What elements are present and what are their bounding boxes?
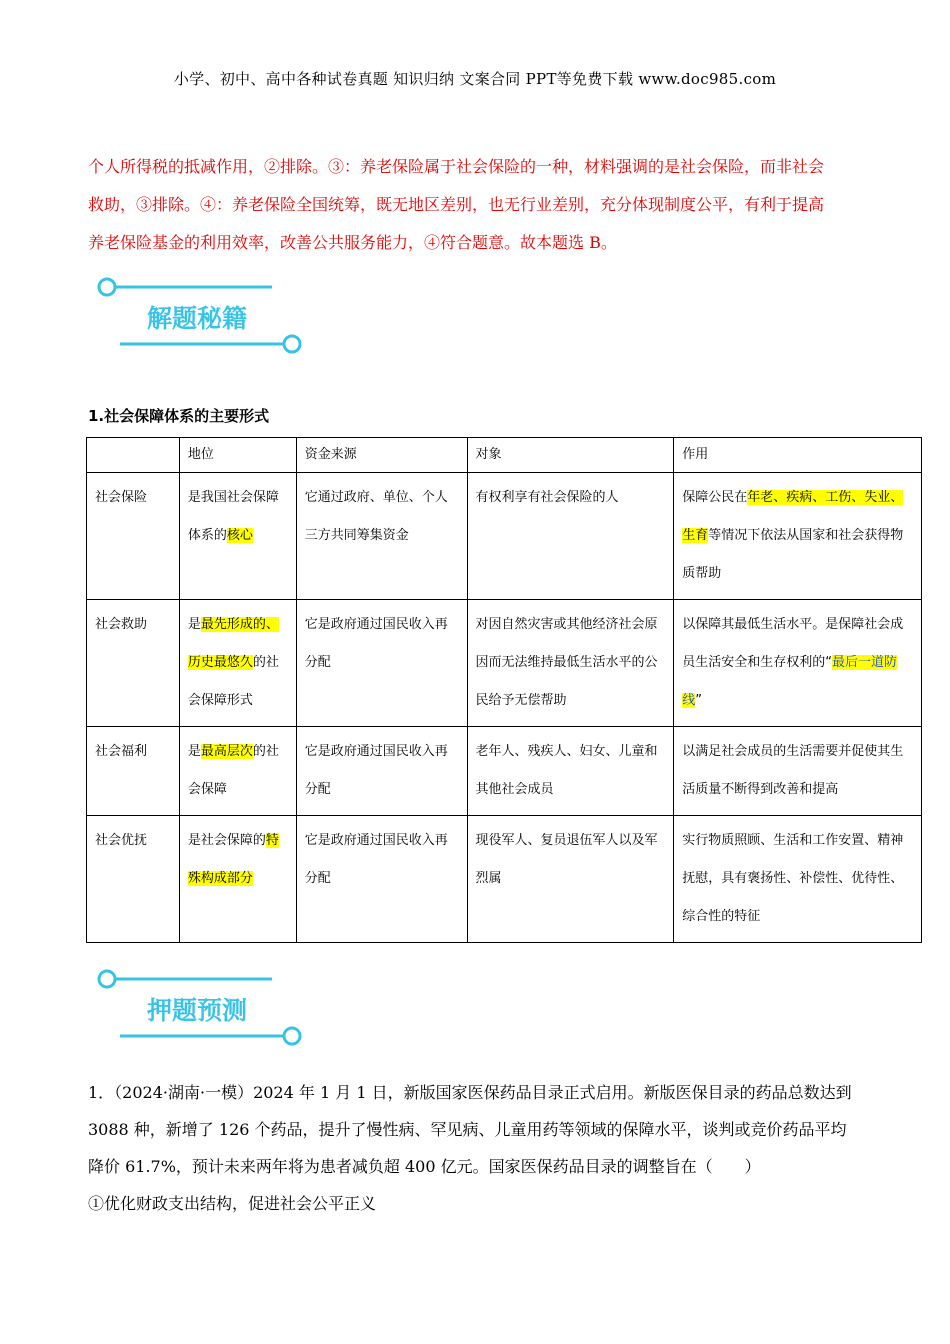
question-option: ①优化财政支出结构，促进社会公平正义 [88, 1194, 377, 1213]
header-cell: 对象 [467, 438, 674, 473]
row-funding: 它是政府通过国民收入再分配 [296, 816, 467, 943]
row-funding: 它是政府通过国民收入再分配 [296, 600, 467, 727]
question-line: 3088 种，新增了 126 个药品，提升了慢性病、罕见病、儿童用药等领域的保障水平，谈判或竞价药品平均 [88, 1120, 847, 1139]
page-header: 小学、初中、高中各种试卷真题 知识归纳 文案合同 PPT等免费下载 www.doc985.com [173, 70, 777, 88]
banner-circle-right [284, 336, 300, 352]
row-target: 有权利享有社会保险的人 [467, 473, 674, 600]
row-status: 是社会保障的特殊构成部分 [179, 816, 296, 943]
header-cell: 地位 [179, 438, 296, 473]
row-funding: 它是政府通过国民收入再分配 [296, 727, 467, 816]
question-line: 降价 61.7%，预计未来两年将为患者减负超 400 亿元。国家医保药品目录的调整旨在（ ） [88, 1157, 761, 1176]
row-funding: 它通过政府、单位、个人三方共同筹集资金 [296, 473, 467, 600]
answer-line: 个人所得税的抵减作用，②排除。③：养老保险属于社会保险的一种，材料强调的是社会保险，而非社会 [88, 157, 825, 176]
answer-line: 救助，③排除。④：养老保险全国统筹，既无地区差别，也无行业差别，充分体现制度公平，有利于提高 [88, 195, 825, 214]
row-role: 实行物质照顾、生活和工作安置、精神抚慰，具有褒扬性、补偿性、优待性、综合性的特征 [674, 816, 922, 943]
tips-banner-title: 解题秘籍 [146, 304, 248, 333]
table-row [87, 816, 922, 943]
table-row [87, 600, 922, 727]
row-role: 以保障其最低生活水平。是保障社会成员生活安全和生存权利的“最后一道防线” [674, 600, 922, 727]
banner-circle-left [99, 971, 115, 987]
table-header-row [87, 438, 922, 473]
highlight: 核心 [226, 528, 253, 543]
row-target: 老年人、残疾人、妇女、儿童和其他社会成员 [467, 727, 674, 816]
row-name: 社会保险 [87, 473, 180, 600]
highlight: 最先形成的、历史最悠久 [187, 617, 279, 670]
highlight: 最高层次 [200, 744, 253, 759]
social-security-table [86, 437, 922, 943]
predict-banner [92, 964, 307, 1052]
row-status: 是我国社会保障体系的核心 [179, 473, 296, 600]
row-status: 是最先形成的、历史最悠久的社会保障形式 [179, 600, 296, 727]
row-role: 保障公民在年老、疾病、工伤、失业、生育等情况下依法从国家和社会获得物质帮助 [674, 473, 922, 600]
banner-circle-right [284, 1028, 300, 1044]
table-row [87, 727, 922, 816]
tips-banner [92, 272, 307, 360]
section-title: 1.社会保障体系的主要形式 [88, 407, 270, 425]
table-row [87, 473, 922, 600]
row-name: 社会福利 [87, 727, 180, 816]
question-block [88, 1074, 878, 1222]
header-cell: 作用 [674, 438, 922, 473]
tips-banner-graphic [92, 272, 307, 360]
row-name: 社会救助 [87, 600, 180, 727]
predict-banner-title: 押题预测 [146, 996, 248, 1025]
predict-banner-graphic [92, 964, 307, 1052]
highlight: 特殊构成部分 [187, 833, 279, 886]
banner-circle-left [99, 279, 115, 295]
row-target: 现役军人、复员退伍军人以及军烈属 [467, 816, 674, 943]
row-target: 对因自然灾害或其他经济社会原因而无法维持最低生活水平的公民给予无偿帮助 [467, 600, 674, 727]
row-name: 社会优抚 [87, 816, 180, 943]
highlight: 最后一道防线 [682, 655, 898, 708]
header-cell [87, 438, 180, 473]
question-line: 1．（2024·湖南·一模）2024 年 1 月 1 日，新版国家医保药品目录正式启用。新版医保目录的药品总数达到 [88, 1083, 852, 1102]
answer-explanation [88, 148, 878, 262]
header-cell: 资金来源 [296, 438, 467, 473]
highlight: 年老、疾病、工伤、失业、生育 [682, 490, 904, 543]
answer-line: 养老保险基金的利用效率，改善公共服务能力，④符合题意。故本题选 B。 [88, 233, 617, 252]
row-role: 以满足社会成员的生活需要并促使其生活质量不断得到改善和提高 [674, 727, 922, 816]
row-status: 是最高层次的社会保障 [179, 727, 296, 816]
